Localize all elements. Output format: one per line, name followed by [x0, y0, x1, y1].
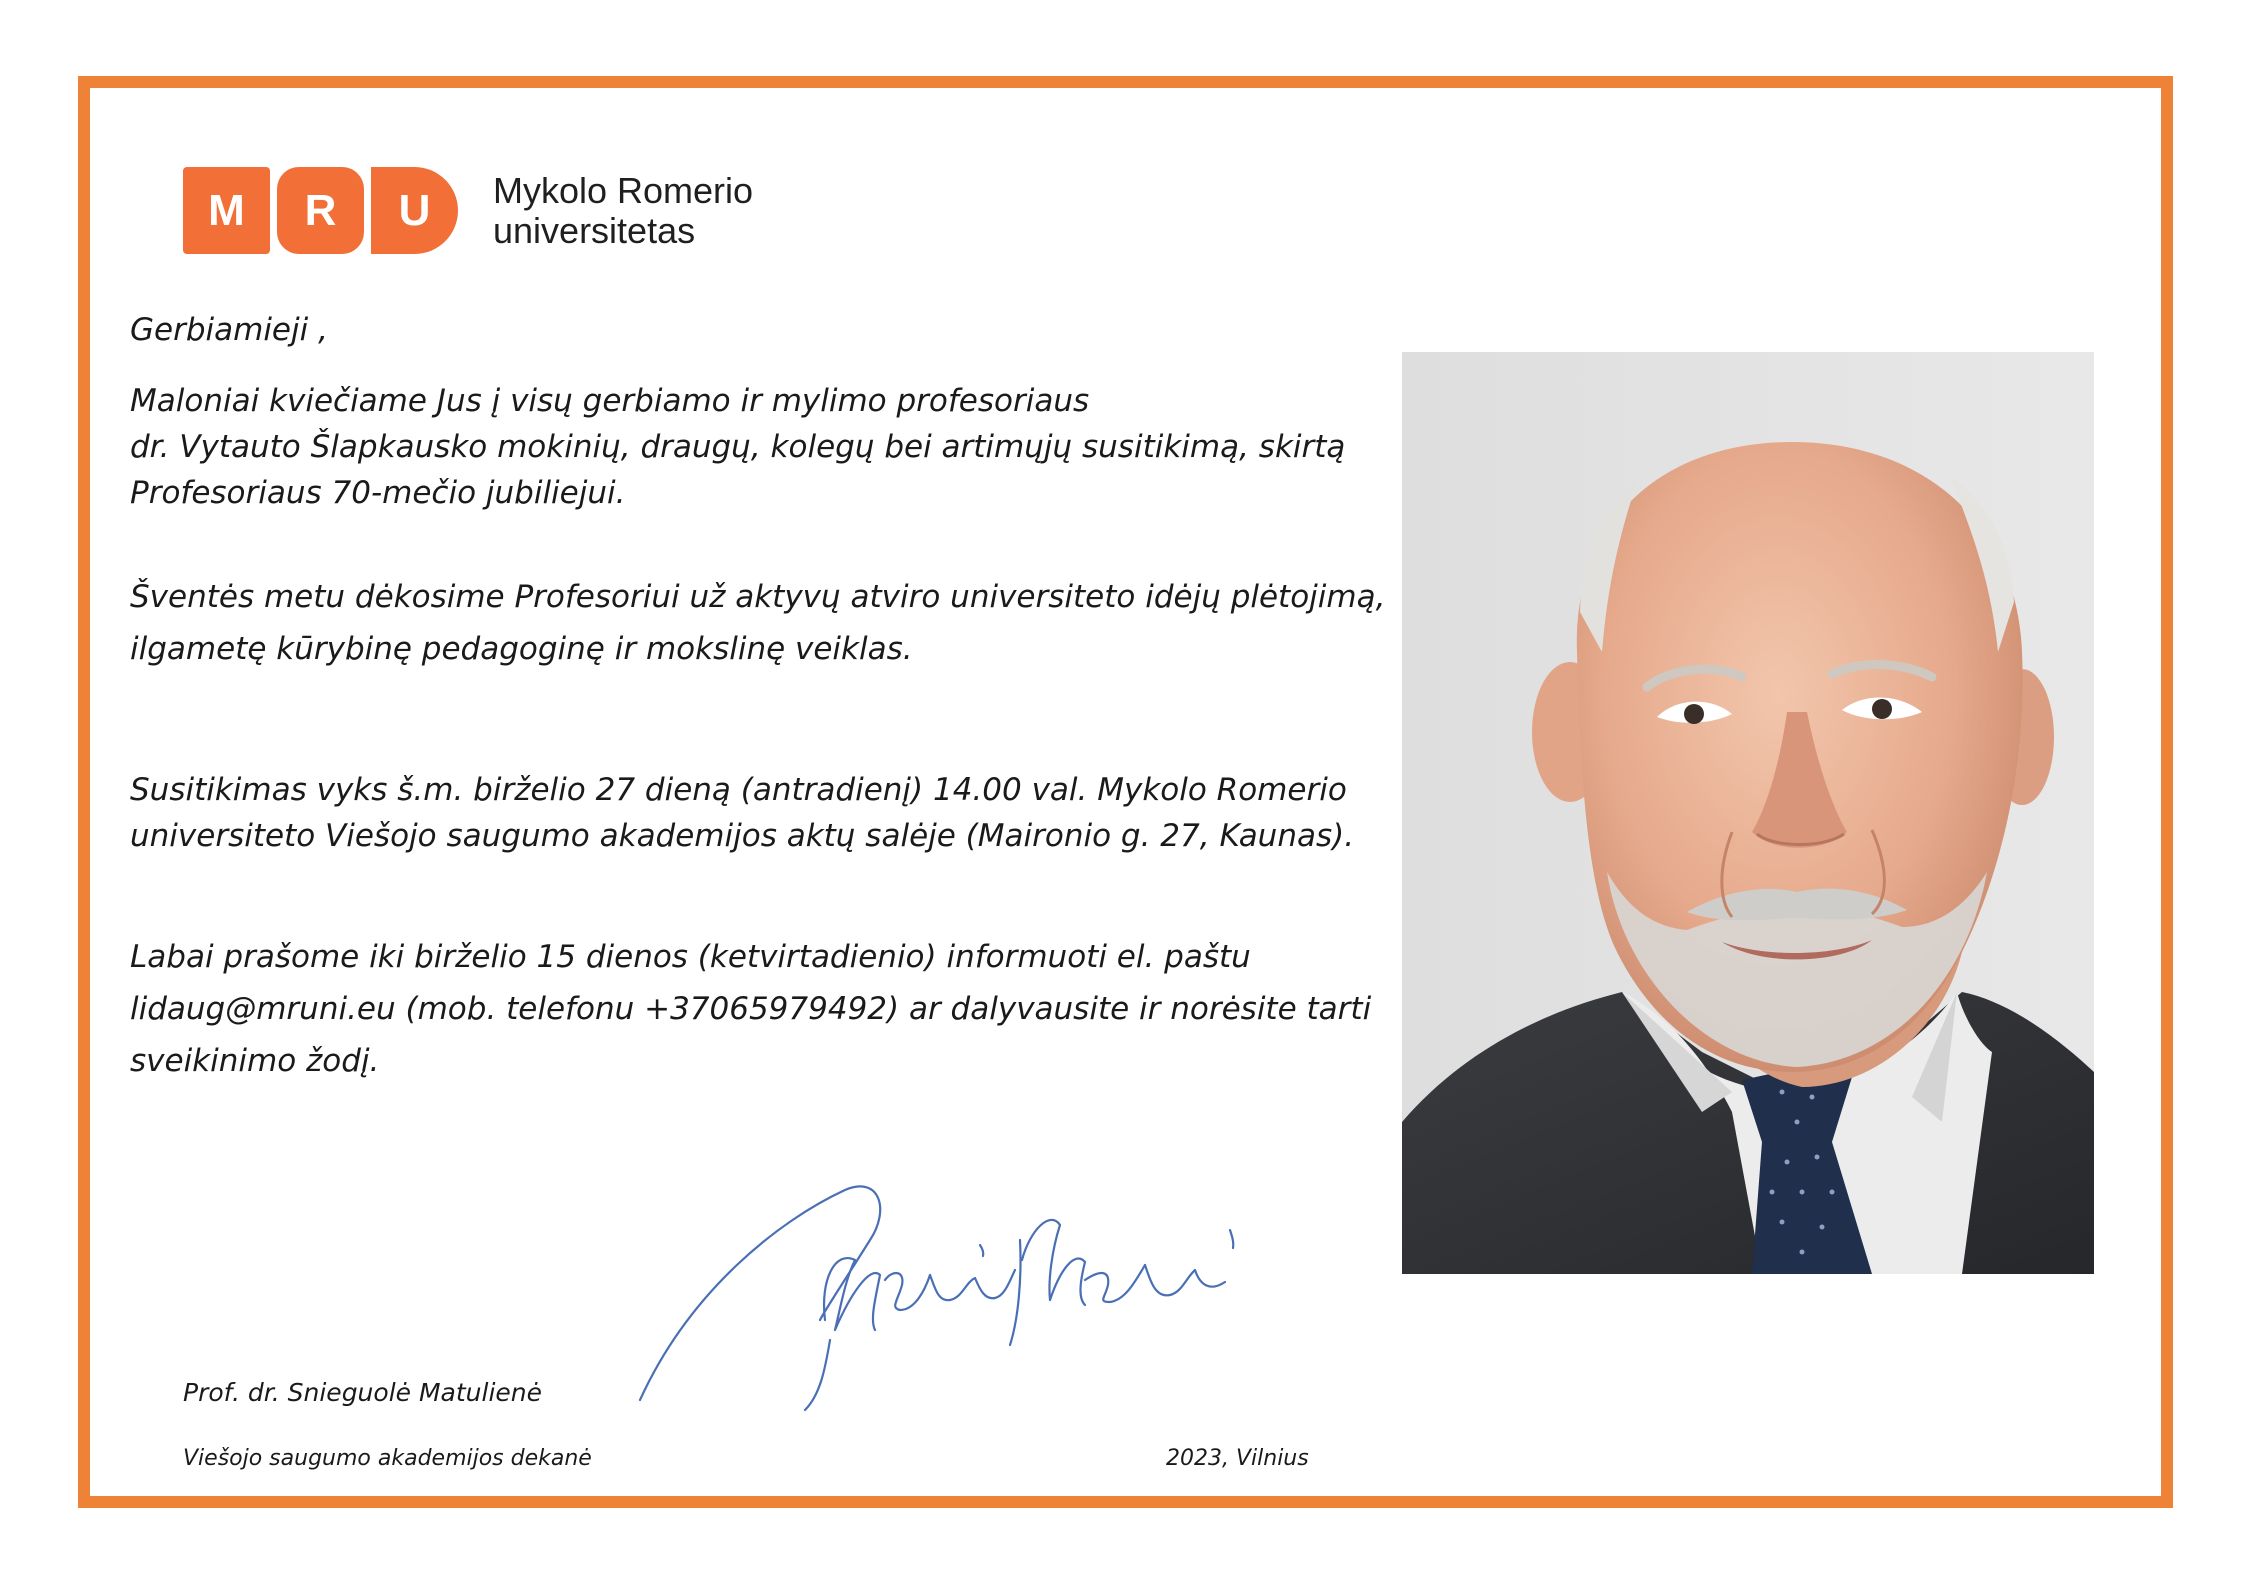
mru-logo	[183, 167, 753, 254]
paragraph-line: lidaug@mruni.eu (mob. telefonu +37065979492) ar dalyvausite ir norėsite tarti	[130, 991, 1372, 1027]
paragraph-line: Šventės metu dėkosime Profesoriui už aktyvų atviro universiteto idėjų plėtojimą,	[130, 579, 1386, 615]
paragraph-line: universiteto Viešojo saugumo akademijos aktų salėje (Maironio g. 27, Kaunas).	[130, 818, 1355, 854]
greeting	[130, 307, 1380, 353]
paragraph-line: sveikinimo žodį.	[130, 1043, 380, 1079]
handwritten-signature	[630, 1170, 1250, 1430]
date-place: 2023, Vilnius	[1166, 1446, 1309, 1471]
gratitude-paragraph	[130, 571, 1386, 675]
paragraph-line: dr. Vytauto Šlapkausko mokinių, draugų, kolegų bei artimųjų susitikimą, skirtą	[130, 429, 1346, 465]
university-name-line2: universitetas	[493, 209, 696, 251]
paragraph-line: Susitikimas vyks š.m. birželio 27 dieną (antradienį) 14.00 val. Mykolo Romerio	[130, 772, 1347, 808]
logo-letter-u: U	[371, 167, 458, 254]
university-name	[493, 171, 753, 251]
logo-mark	[183, 167, 465, 254]
signer-title: Viešojo saugumo akademijos dekanė	[183, 1446, 592, 1471]
portrait-photo	[1402, 352, 2094, 1274]
event-details-paragraph	[130, 767, 1380, 859]
greeting-text: Gerbiamieji ,	[130, 312, 328, 348]
rsvp-paragraph	[130, 931, 1380, 1087]
logo-letter-r: R	[277, 167, 364, 254]
logo-letter-m: M	[183, 167, 270, 254]
signer-name: Prof. dr. Snieguolė Matulienė	[183, 1378, 543, 1407]
paragraph-line: ilgametę kūrybinę pedagoginę ir mokslinę veiklas.	[130, 631, 913, 667]
paragraph-line: Profesoriaus 70-mečio jubiliejui.	[130, 475, 626, 511]
paragraph-line: Maloniai kviečiame Jus į visų gerbiamo ir mylimo profesoriaus	[130, 383, 1090, 419]
invitation-paragraph	[130, 378, 1380, 516]
university-name-line1: Mykolo Romerio	[493, 169, 754, 211]
paragraph-line: Labai prašome iki birželio 15 dienos (ketvirtadienio) informuoti el. paštu	[130, 939, 1251, 975]
